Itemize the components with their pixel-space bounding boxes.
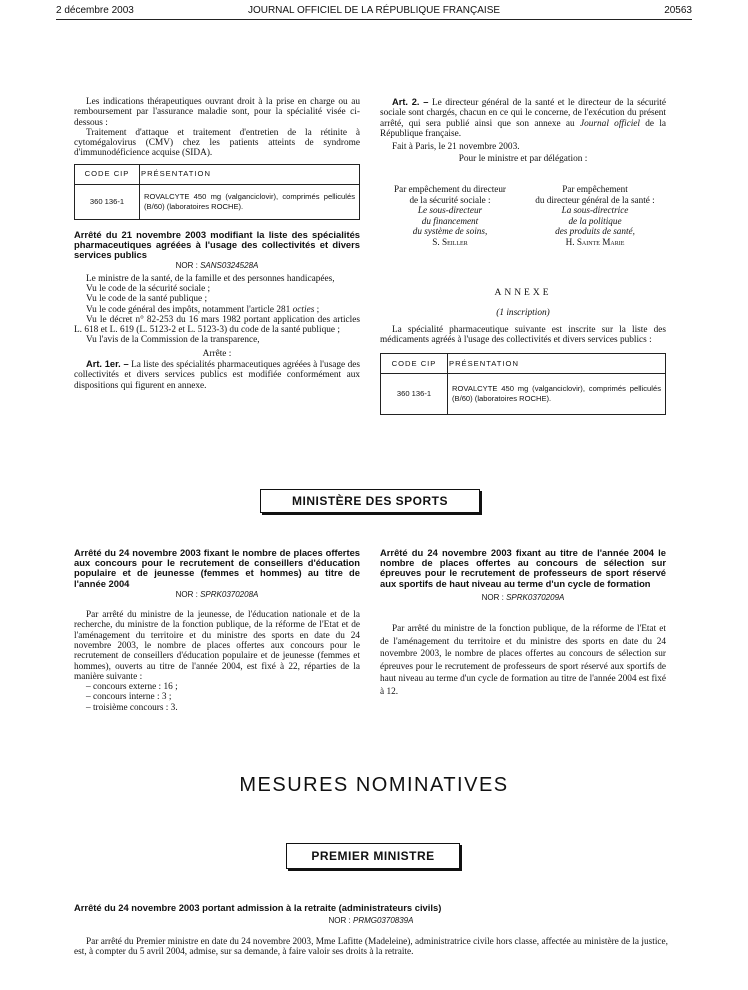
table-header-code: CODE CIP — [381, 354, 448, 374]
header-date: 2 décembre 2003 — [56, 5, 134, 16]
nor-label: NOR : — [328, 916, 351, 926]
arrete-concours-professeurs — [380, 548, 666, 699]
list-item: – concours interne : 3 ; — [86, 692, 172, 703]
vu-line: Vu le décret n° 82-253 du 16 mars 1982 portant application des articles L. 618 et L. 619 (L. 5123-2 et L. 5123-3) du code de la santé publique ; — [74, 314, 360, 336]
article-1 — [74, 359, 360, 391]
section-heading-ministere-des-sports: MINISTÈRE DES SPORTS — [260, 489, 480, 513]
signatory-name: H. Sainte Marie — [565, 236, 625, 247]
vu-end: ; — [316, 304, 320, 315]
sig-line: du financement — [421, 215, 479, 226]
paragraph: Par arrêté du ministre de la fonction publique, de la réforme de l'Etat et de l'aménagement du territoire et du ministre des sports en date du 24 novembre 2003, le nombre de places offertes au concours de sélection sur épreuves pour le recrutement de professeurs de sport réservé aux sportifs de haut niveau au terme d'un cycle de formation au titre de l'année 2004 est fixé à 12. — [380, 624, 666, 698]
signature-right — [520, 184, 670, 248]
table-header-presentation: PRÉSENTATION — [140, 164, 360, 184]
arrete-title: Arrêté du 24 novembre 2003 fixant au titre de l'année 2004 le nombre de places offertes au concours de sélection sur épreuves pour le recrutement de professeurs de sport réservé aux sportifs de haut niveau au terme d'un cycle de formation — [380, 547, 666, 589]
nor-code: SANS0324528A — [200, 261, 259, 271]
sig-line: La sous-directrice — [561, 205, 629, 216]
arrete-title: Arrêté du 24 novembre 2003 fixant le nombre de places offertes aux concours pour le recrutement de conseillers d'éducation populaire et de jeunesse (femmes et hommes) au titre de l'année 2004 — [74, 547, 360, 589]
nor-reference — [74, 261, 360, 271]
nor-code: SPRK0370209A — [506, 592, 565, 602]
article-italic: Journal officiel — [579, 118, 640, 129]
vu-italic: octies — [292, 304, 315, 315]
nor-code: SPRK0370208A — [200, 589, 259, 599]
table-row — [381, 374, 666, 415]
header-journal: JOURNAL OFFICIEL DE LA RÉPUBLIQUE FRANÇAISE — [247, 5, 501, 16]
section-heading-mesures-nominatives: MESURES NOMINATIVES — [239, 774, 509, 796]
article-text: La liste des spécialités pharmaceutiques agréées à l'usage des collectivités et divers services publics est modifiée conformément aux dispositions qui figurent en annexe. — [74, 360, 360, 391]
table-cell-code: 360 136-1 — [75, 184, 140, 219]
annexe-section — [380, 288, 666, 415]
sig-line: du directeur général de la santé : — [535, 194, 655, 205]
article-label: Art. 1er. – — [86, 359, 129, 370]
nor-reference — [74, 916, 668, 926]
paragraph: Le ministre de la santé, de la famille et des personnes handicapées, — [86, 273, 335, 284]
sig-line: Par empêchement — [562, 184, 628, 194]
presentation-table — [380, 353, 666, 415]
paragraph: Les indications thérapeutiques ouvrant droit à la prise en charge ou au remboursement par l'assurance maladie sont, pour la spécialité visée ci-dessous : — [74, 97, 360, 128]
sig-line: Par empêchement du directeur — [394, 184, 506, 194]
table-cell-presentation: ROVALCYTE 450 mg (valganciclovir), comprimés pelliculés (B/60) (laboratoires ROCHE). — [448, 374, 666, 415]
sig-line: de la politique — [568, 215, 622, 226]
list-item: – troisième concours : 3. — [86, 702, 178, 713]
paragraph: Traitement d'attaque et traitement d'entretien de la rétinite à cytomégalovirus (CMV) chez les patients atteints de syndrome d'immunodéficience acquise (SIDA). — [74, 127, 360, 159]
left-column-top — [74, 97, 360, 391]
article-text: Le directeur général de la santé et le directeur de la sécurité sociale sont chargés, chacun en ce qui le concerne, de l'exécution du présent arrêté, qui sera publié ainsi que son annexe au — [380, 98, 666, 129]
annexe-title: ANNEXE — [494, 288, 552, 298]
sig-line: Le sous-directeur — [417, 205, 483, 216]
table-header-presentation: PRÉSENTATION — [448, 354, 666, 374]
article-end: de la République française. — [380, 118, 667, 139]
arrete-title: Arrêté du 24 novembre 2003 portant admission à la retraite (administrateurs civils) — [74, 902, 442, 913]
page-header — [0, 0, 748, 18]
arrete-admission-retraite — [74, 903, 668, 957]
arrete-21-novembre — [74, 230, 360, 391]
vu-line — [74, 305, 360, 315]
table-cell-presentation: ROVALCYTE 450 mg (valganciclovir), comprimés pelliculés (B/60) (laboratoires ROCHE). — [140, 184, 360, 219]
fait-a-paris: Fait à Paris, le 21 novembre 2003. — [392, 142, 520, 153]
table-row — [75, 184, 360, 219]
article-label: Art. 2. – — [392, 97, 429, 107]
presentation-table — [74, 164, 360, 220]
signatory-name: S. Seiller — [432, 236, 468, 247]
vu-line: Vu le code de la sécurité sociale ; — [86, 283, 211, 294]
nor-reference — [74, 590, 360, 600]
arrete-label: Arrête : — [202, 348, 232, 359]
header-page-number: 20563 — [664, 5, 692, 16]
list-item: – concours externe : 16 ; — [86, 682, 178, 693]
paragraph: Par arrêté du Premier ministre en date du 24 novembre 2003, Mme Lafitte (Madeleine), administratrice civile hors classe, affectée au ministère de la justice, est, à compter du 5 avril 2004, admise, sur sa demande, à faire valoir ses droits à la retraite. — [74, 936, 668, 957]
signature-left — [380, 184, 520, 248]
article-2 — [380, 97, 666, 139]
table-cell-code: 360 136-1 — [381, 374, 448, 415]
sig-line: du système de soins, — [412, 226, 488, 237]
nor-label: NOR : — [175, 261, 198, 271]
right-column-top — [380, 97, 666, 165]
sig-line: de la sécurité sociale : — [409, 194, 491, 205]
annexe-subtitle: (1 inscription) — [496, 308, 550, 319]
section-heading-premier-ministre: PREMIER MINISTRE — [286, 843, 460, 869]
paragraph: Par arrêté du ministre de la jeunesse, de l'éducation nationale et de la recherche, du ministre de la fonction publique, de la réforme de l'Etat et de l'aménagement du territoire et du ministre des sports en date du 24 novembre 2003, le nombre de places offertes aux concours pour le recrutement de conseillers d'éducation populaire et de jeunesse (femmes et hommes), ouverts au titre de l'année 2004, est fixé à 22, réparties de la manière suivante : — [74, 610, 360, 682]
nor-label: NOR : — [175, 589, 198, 599]
vu-line: Vu l'avis de la Commission de la transparence, — [86, 335, 260, 346]
vu-text: Vu le code général des impôts, notamment l'article 281 — [86, 304, 291, 315]
arrete-title: Arrêté du 21 novembre 2003 modifiant la liste des spécialités pharmaceutiques agréées à l'usage des collectivités et divers services publics — [74, 228, 360, 261]
nor-reference — [380, 593, 666, 603]
nor-label: NOR : — [481, 592, 504, 602]
arrete-concours-conseillers — [74, 548, 360, 713]
nor-code: PRMG0370839A — [352, 916, 414, 926]
paragraph: La spécialité pharmaceutique suivante est inscrite sur la liste des médicaments agréés à l'usage des collectivités et divers services publics : — [380, 324, 666, 345]
vu-line: Vu le code de la santé publique ; — [86, 294, 208, 305]
sig-line: des produits de santé, — [555, 226, 635, 237]
pour-le-ministre: Pour le ministre et par délégation : — [458, 154, 588, 165]
table-header-code: CODE CIP — [75, 164, 140, 184]
header-rule — [56, 19, 692, 20]
